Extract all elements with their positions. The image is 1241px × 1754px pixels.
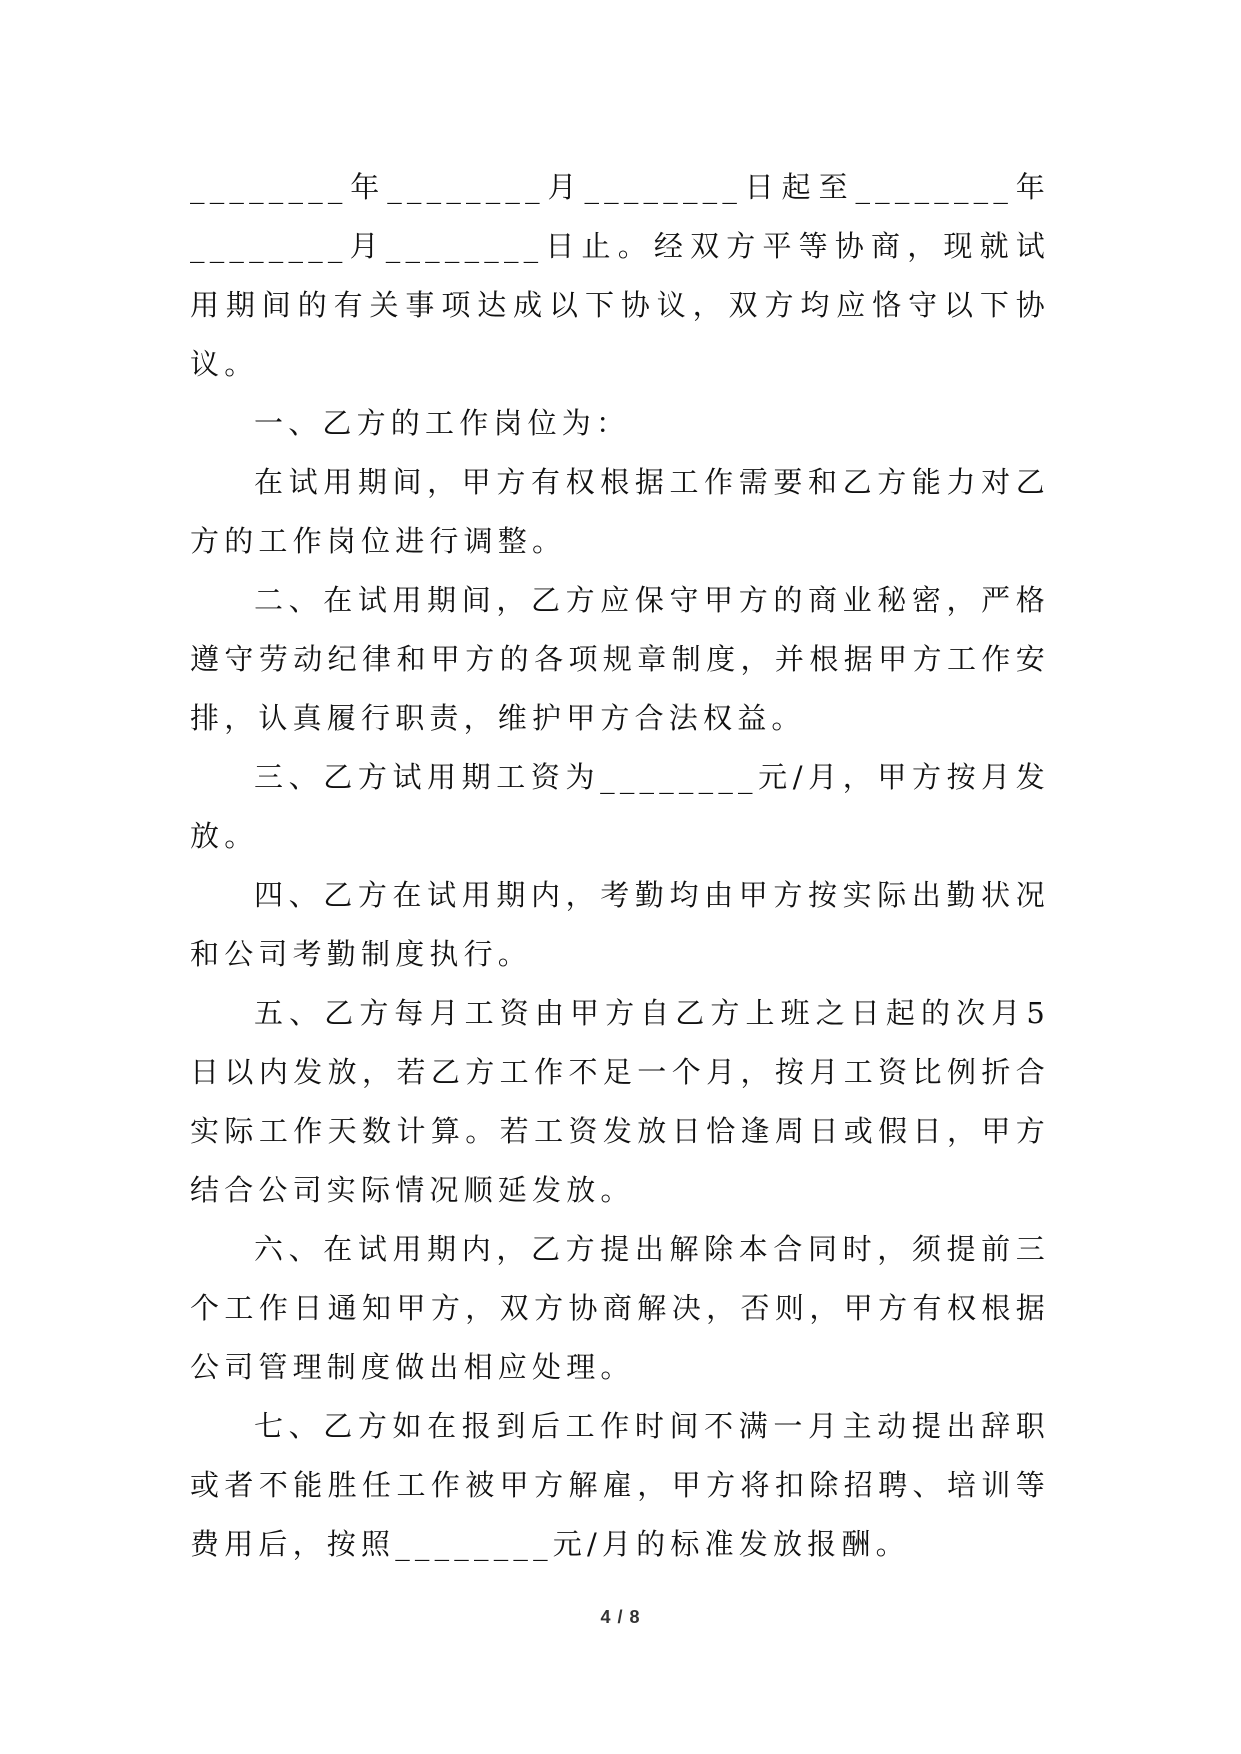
paragraph-clause-4: 四、乙方在试用期内，考勤均由甲方按实际出勤状况和公司考勤制度执行。 <box>190 878 1050 971</box>
page-number: 4 / 8 <box>600 1607 641 1627</box>
paragraph-clause-6: 六、在试用期内，乙方提出解除本合同时，须提前三个工作日通知甲方，双方协商解决，否则，甲方有权根据公司管理制度做出相应处理。 <box>190 1232 1050 1384</box>
paragraph-clause-2: 二、在试用期间，乙方应保守甲方的商业秘密，严格遵守劳动纪律和甲方的各项规章制度，并根据甲方工作安排，认真履行职责，维护甲方合法权益。 <box>190 583 1050 735</box>
paragraph-position-adjustment: 在试用期间，甲方有权根据工作需要和乙方能力对乙方的工作岗位进行调整。 <box>190 465 1050 558</box>
paragraph-probation-period: ________年________月________日起至________年________月________日止。经双方平等协商，现就试用期间的有关事项达成以下协议，双方均应恪守以下协议。 <box>190 170 1050 381</box>
paragraph-clause-5: 五、乙方每月工资由甲方自乙方上班之日起的次月5日以内发放，若乙方工作不足一个月，按月工资比例折合实际工作天数计算。若工资发放日恰逢周日或假日，甲方结合公司实际情况顺延发放。 <box>190 996 1050 1207</box>
paragraph-clause-1: 一、乙方的工作岗位为： <box>254 406 631 440</box>
document-body <box>190 158 1050 1574</box>
paragraph-clause-7: 七、乙方如在报到后工作时间不满一月主动提出辞职或者不能胜任工作被甲方解雇，甲方将扣除招聘、培训等费用后，按照________元/月的标准发放报酬。 <box>190 1409 1050 1561</box>
paragraph-clause-3: 三、乙方试用期工资为________元/月，甲方按月发放。 <box>190 760 1050 853</box>
